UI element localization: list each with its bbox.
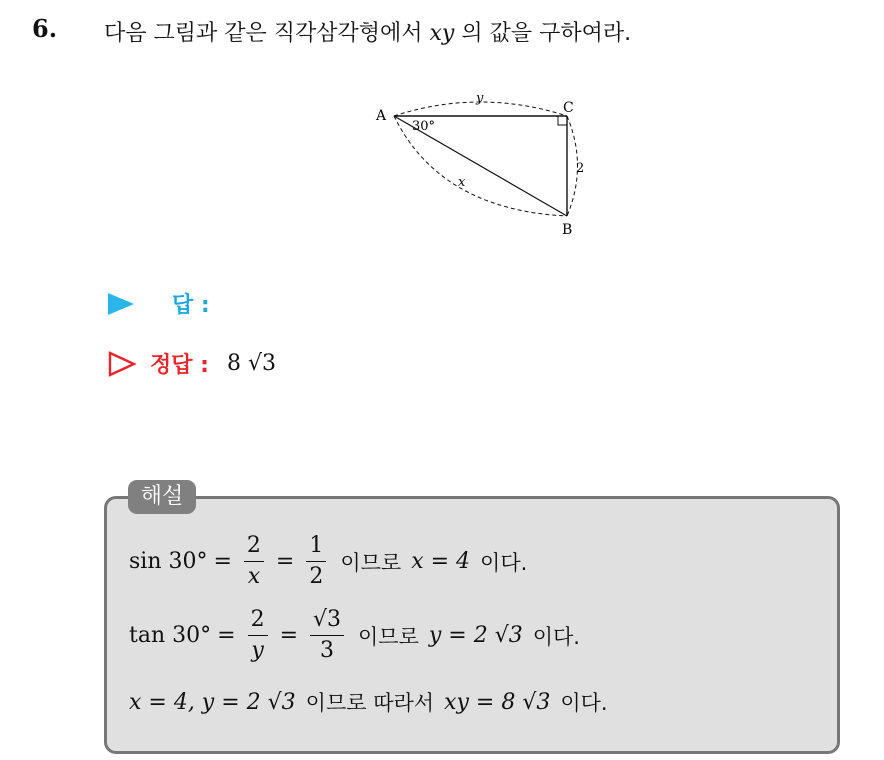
right-angle-marker <box>558 116 567 125</box>
ida-text: 이다. <box>532 624 580 649</box>
question-text-before: 다음 그림과 같은 직각삼각형에서 <box>104 21 423 46</box>
question-text <box>104 16 631 47</box>
label-c: C <box>563 100 574 116</box>
correct-answer-label: 정답 : <box>150 353 209 378</box>
ida-text: 이다. <box>480 550 528 575</box>
solution-line-1 <box>129 533 527 590</box>
play-triangle-icon <box>108 293 134 315</box>
triangle-figure <box>360 82 600 242</box>
sin-expr: sin 30° <box>129 549 208 574</box>
ida-text: 이다. <box>560 691 608 715</box>
correct-answer-row <box>108 348 276 379</box>
solution-box <box>104 496 840 754</box>
answer-label: 답 : <box>172 293 210 318</box>
fraction-sqrt3-over-3: $\frac{√3}{3}$ <box>310 607 344 664</box>
label-x: x <box>458 175 466 190</box>
fraction-1-over-2: $\frac{1}{2}$ <box>306 533 326 590</box>
question-variable: xy <box>429 21 455 46</box>
equals-sign: = <box>213 549 232 574</box>
solution-badge: 해설 <box>128 480 196 514</box>
equals-sign: = <box>275 549 295 574</box>
equals-sign: = <box>217 623 236 648</box>
answer-row <box>108 288 210 319</box>
label-2: 2 <box>576 161 585 176</box>
fraction-2-over-x: $\frac{2}{x}$ <box>244 533 264 590</box>
fraction-2-over-y: $\frac{2}{y}$ <box>248 607 268 664</box>
equals-sign: = <box>279 623 298 648</box>
label-angle: 30° <box>412 119 436 134</box>
outline-triangle-icon <box>108 351 136 377</box>
question-text-after: 의 값을 구하여라. <box>461 21 632 46</box>
question-number: 6. <box>32 14 58 43</box>
imeuro-ttarasseo-text: 이므로 따라서 <box>305 691 435 715</box>
label-a: A <box>376 108 387 124</box>
correct-answer-value: 8 √3 <box>226 351 276 376</box>
given-values: x = 4, y = 2 √3 <box>129 689 296 715</box>
result-y: y = 2 √3 <box>428 623 523 648</box>
imeuro-text: 이므로 <box>358 624 419 649</box>
result-x: x = 4 <box>411 549 471 574</box>
label-b: B <box>562 222 573 238</box>
solution-line-3 <box>129 687 608 717</box>
tan-expr: tan 30° <box>129 623 212 648</box>
label-y: y <box>476 91 484 106</box>
solution-line-2 <box>129 607 580 664</box>
result-xy: xy = 8 √3 <box>444 689 551 715</box>
imeuro-text: 이므로 <box>340 550 402 575</box>
